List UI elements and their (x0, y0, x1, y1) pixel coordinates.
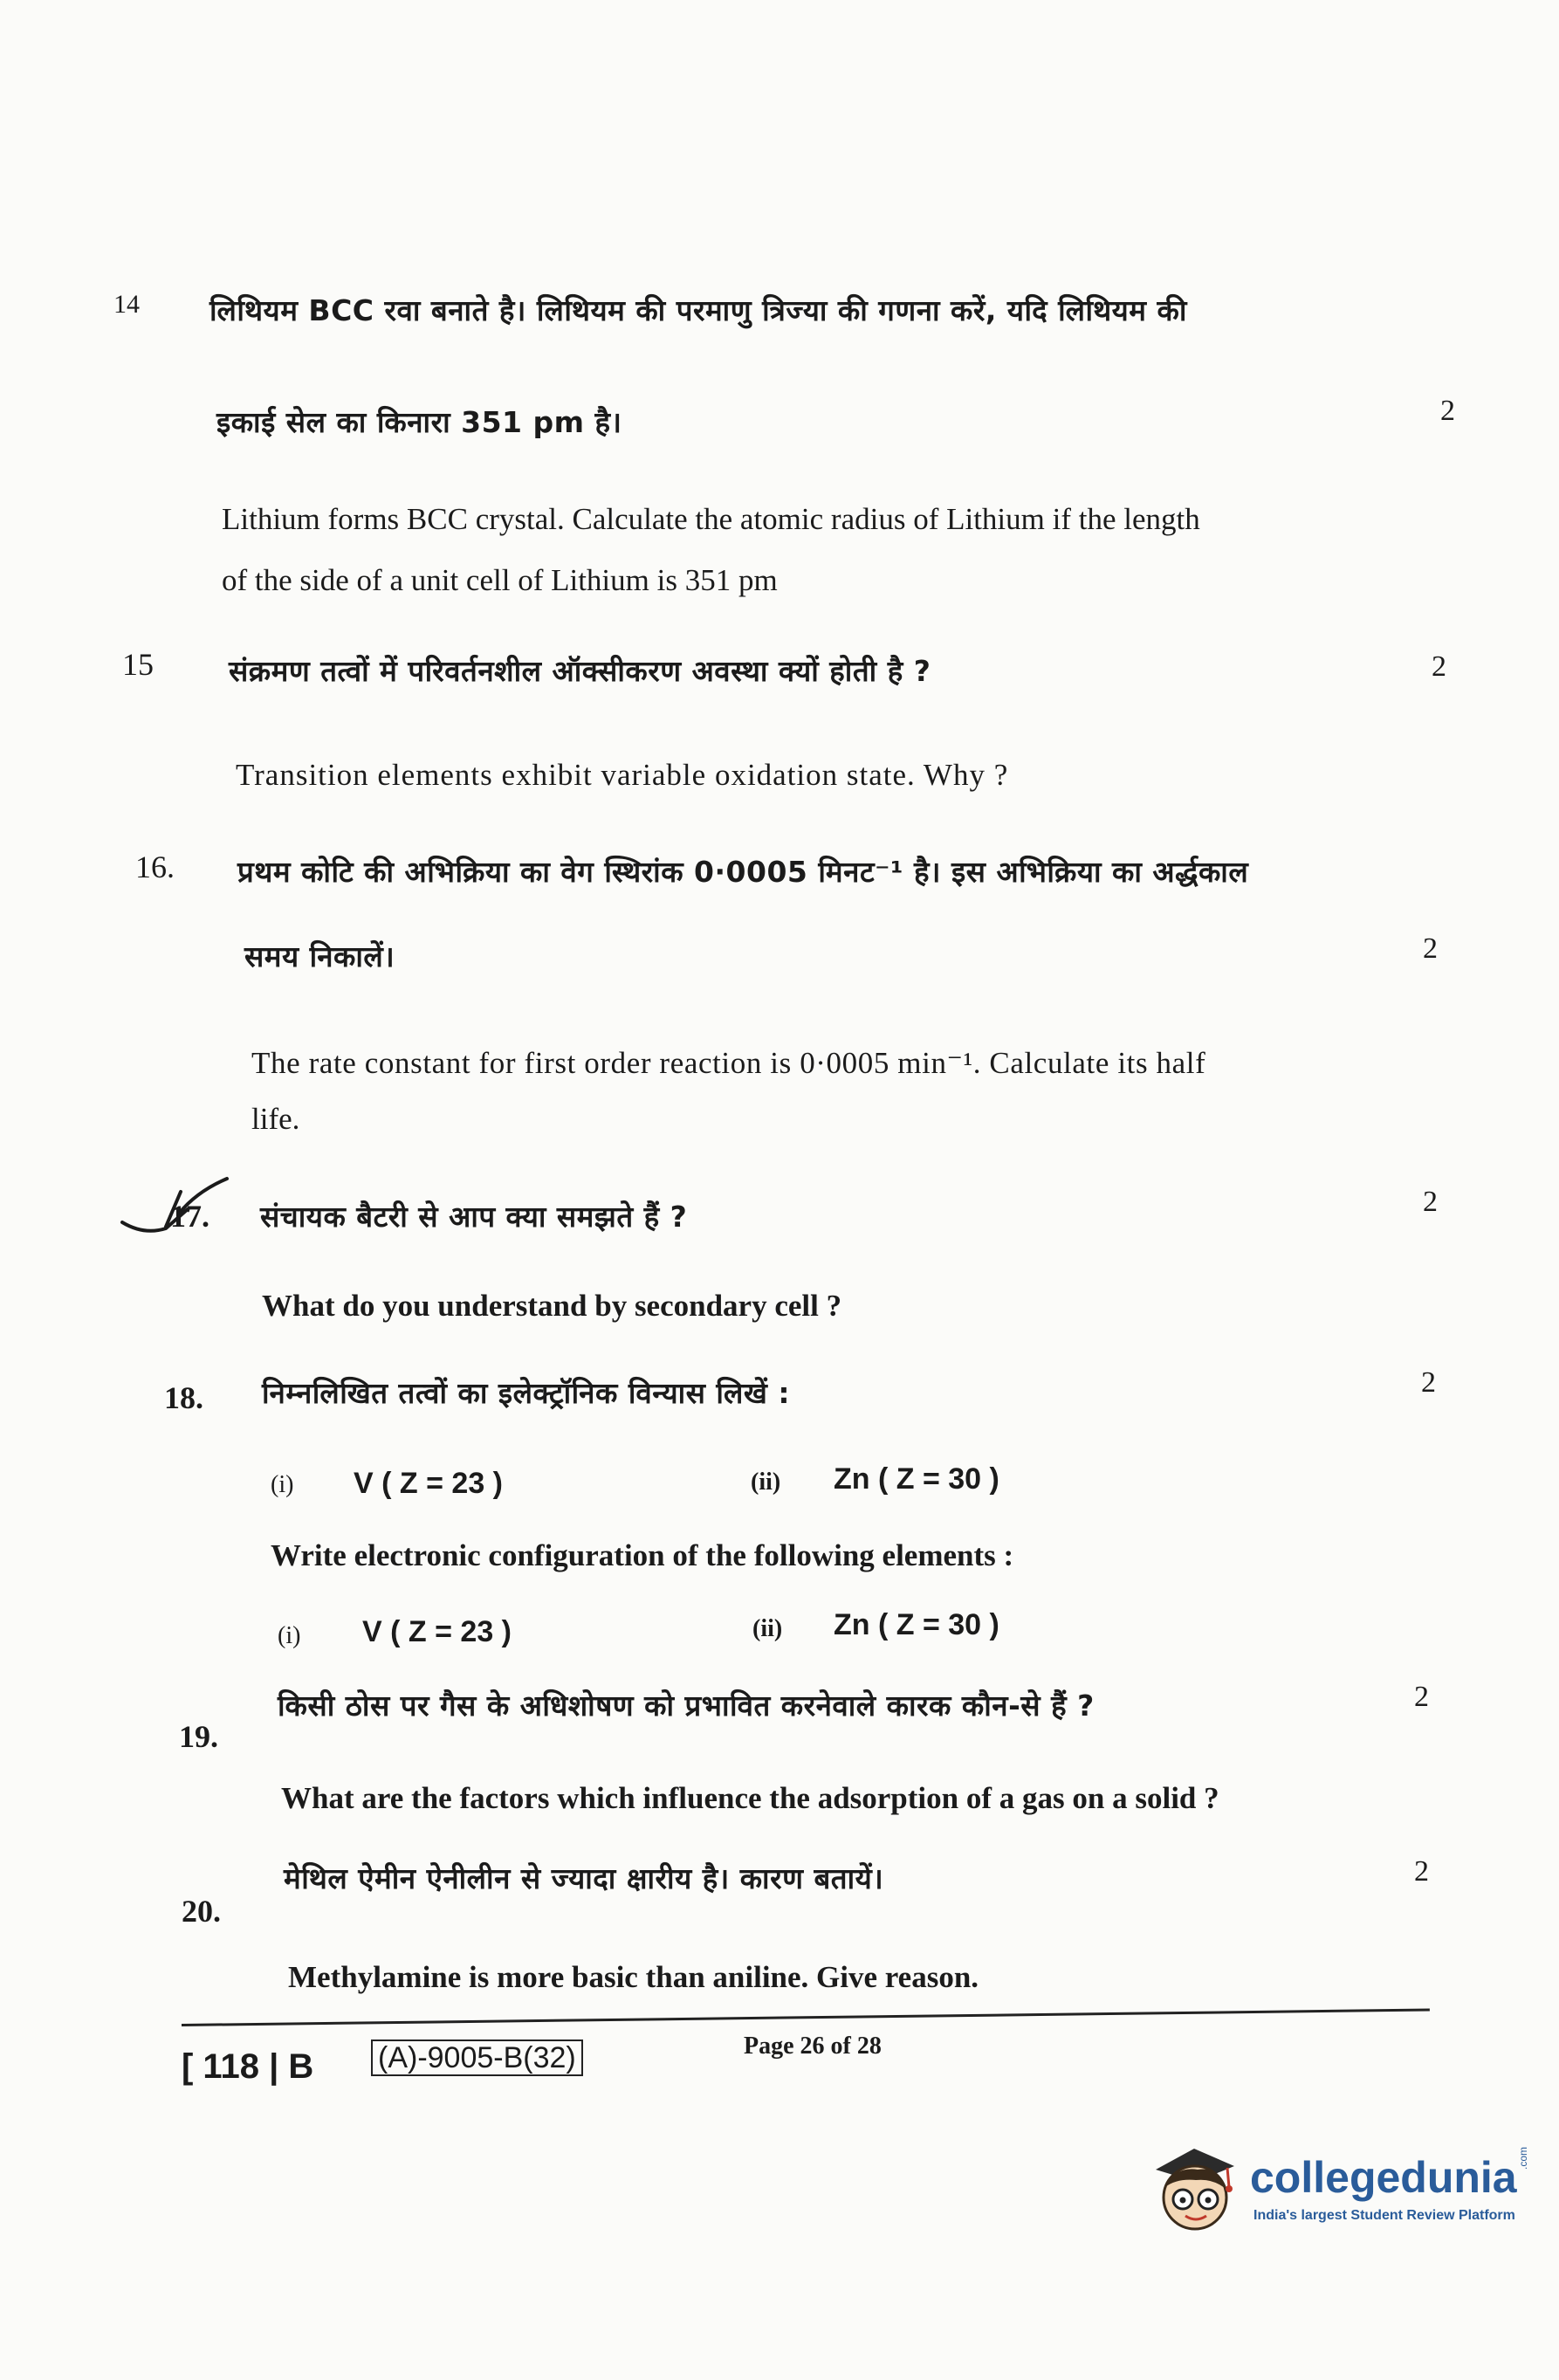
option-label: (i) (278, 1622, 301, 1649)
question-number: 19. (179, 1719, 218, 1754)
footer-divider (182, 2009, 1430, 2026)
question-english-text: of the side of a unit cell of Lithium is 351 pm (222, 563, 778, 597)
logo-brand-name: collegedunia (1250, 2153, 1517, 2202)
question-marks: 2 (1421, 1366, 1436, 1399)
question-marks: 2 (1423, 932, 1438, 965)
option-label: (ii) (752, 1615, 783, 1642)
question-number: 16. (135, 850, 175, 884)
question-english-text: Transition elements exhibit variable oxidation state. Why ? (236, 758, 1009, 792)
logo-dotcom: .com (1517, 2146, 1529, 2170)
question-number: 20. (182, 1894, 221, 1929)
question-english-text: What are the factors which influence the adsorption of a gas on a solid ? (281, 1781, 1219, 1815)
question-hindi-text: प्रथम कोटि की अभिक्रिया का वेग स्थिरांक 0·0005 मिनट⁻¹ है। इस अभिक्रिया का अर्द्धकाल (237, 855, 1249, 889)
option-value: V ( Z = 23 ) (362, 1615, 512, 1648)
question-hindi-text: इकाई सेल का किनारा 351 pm है। (216, 405, 622, 439)
paper-code: [ 118 | B (182, 2047, 314, 2086)
question-marks: 2 (1414, 1681, 1429, 1713)
question-marks: 2 (1432, 650, 1446, 683)
logo-tagline: India's largest Student Review Platform (1253, 2208, 1515, 2223)
option-label: (i) (271, 1471, 294, 1498)
option-value: Zn ( Z = 30 ) (834, 1608, 999, 1641)
question-marks: 2 (1423, 1186, 1438, 1218)
question-number: 15 (122, 647, 154, 682)
page-number: Page 26 of 28 (744, 2033, 882, 2060)
question-hindi-text: संक्रमण तत्वों में परिवर्तनशील ऑक्सीकरण अवस्था क्यों होती है ? (229, 654, 931, 688)
question-hindi-text: किसी ठोस पर गैस के अधिशोषण को प्रभावित करनेवाले कारक कौन-से हैं ? (278, 1689, 1095, 1723)
mascot-icon (1143, 2135, 1247, 2238)
question-marks: 2 (1440, 395, 1455, 427)
option-value: V ( Z = 23 ) (354, 1467, 503, 1500)
question-number: 14 (113, 290, 140, 319)
paper-code-box: (A)-9005-B(32) (371, 2041, 583, 2075)
option-value: Zn ( Z = 30 ) (834, 1462, 999, 1496)
question-english-text: Lithium forms BCC crystal. Calculate the atomic radius of Lithium if the length (222, 502, 1200, 536)
question-hindi-text: लिथियम BCC रवा बनाते है। लिथियम की परमाणु त्रिज्या की गणना करें, यदि लिथियम की (209, 293, 1187, 327)
option-label: (ii) (751, 1469, 781, 1496)
question-english-text: Write electronic configuration of the following elements : (271, 1538, 1014, 1572)
question-hindi-text: निम्नलिखित तत्वों का इलेक्ट्रॉनिक विन्यास लिखें : (262, 1376, 791, 1410)
question-number: 18. (164, 1380, 203, 1415)
question-hindi-text: मेथिल ऐमीन ऐनीलीन से ज्यादा क्षारीय है। कारण बतायें। (284, 1861, 884, 1895)
question-english-text: The rate constant for first order reaction is 0·0005 min⁻¹. Calculate its half (251, 1046, 1206, 1080)
question-hindi-text: संचायक बैटरी से आप क्या समझते हैं ? (260, 1200, 688, 1234)
question-hindi-text: समय निकालें। (244, 939, 395, 973)
question-english-text: Methylamine is more basic than aniline. Give reason. (288, 1960, 979, 1994)
question-marks: 2 (1414, 1855, 1429, 1888)
question-english-text: What do you understand by secondary cell ? (262, 1289, 842, 1323)
question-number: 17. (170, 1199, 209, 1234)
question-english-text: life. (251, 1102, 300, 1136)
